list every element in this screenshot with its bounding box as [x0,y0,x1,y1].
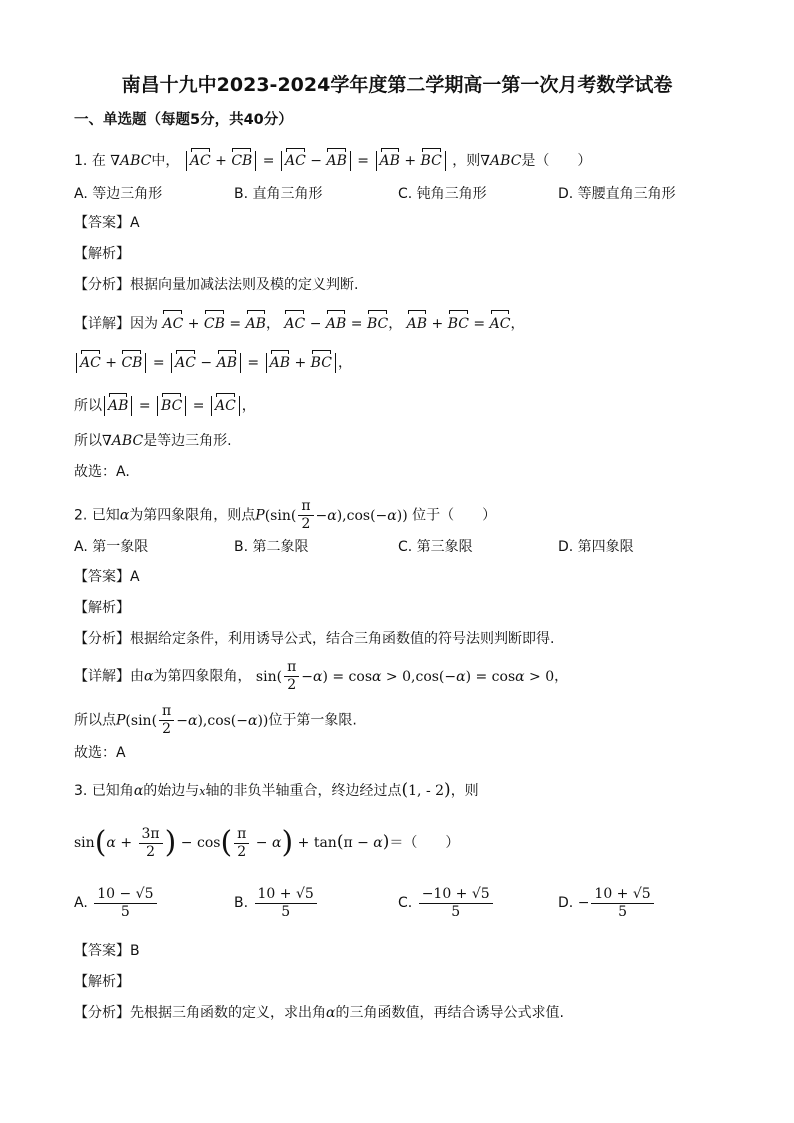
q1-option-c: C. 钝角三角形 [398,186,487,202]
q3-option-b-den: 5 [281,903,291,920]
q3-option-d [558,885,656,921]
sep-2: ， [388,316,403,332]
q1-answer-line [74,212,140,234]
q1-equation-line: AC + CB = AC − AB = AB + BC ， [74,352,352,374]
q3-fenxi-tail: 的三角函数值，再结合诱导公式求值. [335,1005,564,1021]
q3-option-c-num: −10 + √5 [419,886,493,904]
question-2: 2. 已知α为第四象限角，则点P(sin( $\frac{\pi}{2}$ −α),cos(−α)) 位于（ ） [74,498,497,532]
q2-conclusion-tail: 位于第一象限. [268,712,357,729]
q3-option-a-num: 10 − √5 [94,886,156,904]
q1-pre: 在 [91,153,106,169]
q1-fenxi-line [74,274,358,296]
q3-option-a-den: 5 [120,903,130,920]
answer-label-2: 【答案】 [74,569,130,585]
q1-detail-line: 【详解】因为 AC + CB = AB， AC − AB = BC， AB + BC = AC， [74,313,524,335]
q3-expression: sin(α + $\frac{3\pi}{2}$ ) − cos( $\frac{\pi}{2}$ − α) + tan(π − α)＝（ ） [74,825,460,860]
q2-analysis-label: 【解析】 [74,600,130,616]
q1-conclusion-line: 所以∇ABC是等边三角形. [74,433,232,449]
q1-mid: 中， [151,153,180,169]
q2-conclusion-pre: 所以点 [74,712,116,729]
q1-option-a: A. 等边三角形 [74,186,163,202]
triangle-symbol: ∇ [110,153,121,169]
q1-conclusion-pre: 所以 [74,433,102,449]
fenxi-label: 【分析】 [74,277,130,293]
q2-detail-tail: ， [554,668,569,685]
q3-option-b [234,885,319,921]
q3-eq-tail: ＝（ ） [389,835,460,851]
q1-triangle-3: ABC [111,433,144,449]
sep-4: ， [337,355,352,371]
q3-point: 1, - 2 [408,783,445,799]
q1-fenxi: 根据向量加减法法则及模的定义判断. [130,277,359,293]
q1-triangle-2: ABC [490,153,522,169]
q3-option-c [398,885,495,921]
answer-label-3: 【答案】 [74,943,130,959]
detail-label: 【详解】 [74,316,130,332]
q2-fenxi-line [74,628,554,650]
q3-mid2: 轴的非负半轴重合，终边经过点 [205,783,402,799]
q2-pre: 已知 [91,507,120,524]
q1-number: 1. [74,153,88,169]
q1-option-b: B. 直角三角形 [234,186,323,202]
q3-option-d-sign: − [577,895,590,911]
q1-answer: A [130,215,140,231]
q3-analysis-label: 【解析】 [74,974,130,990]
q1-analysis-label: 【解析】 [74,246,130,262]
q2-mid: 为第四象限角，则点 [129,507,256,524]
q3-option-b-num: 10 + √5 [255,886,317,904]
q1-detail-pre: 因为 [130,316,158,332]
q2-conclusion-line: 所以点P(sin( $\frac{\pi}{2}$ −α),cos(−α))位于第一象限. [74,703,357,737]
q3-option-a [74,885,159,921]
answer-label: 【答案】 [74,215,130,231]
q2-fenxi: 根据给定条件，利用诱导公式，结合三角函数值的符号法则判断即得. [130,631,555,647]
q2-tail: 位于（ ） [412,507,497,524]
q3-fenxi-line: 【分析】先根据三角函数的定义，求出角α的三角函数值，再结合诱导公式求值. [74,1005,564,1021]
q3-mid1: 的始边与 [143,783,200,799]
detail-label-2: 【详解】 [74,668,130,685]
q2-option-d: D. 第四象限 [558,539,634,555]
q1-choose: 故选：A. [74,464,130,480]
q1-triangle: ABC [120,153,152,169]
q1-conclusion-tail: 是等边三角形. [143,433,232,449]
q3-option-d-den: 5 [618,903,628,920]
q3-option-a-letter: A. [74,895,88,911]
q1-suoyi: 所以 [74,398,102,414]
q1-suoyi-line: 所以 AB = BC = AC ， [74,398,256,414]
q3-option-b-letter: B. [234,895,249,911]
q3-answer: B [130,943,140,959]
q2-option-a: A. 第一象限 [74,539,149,555]
q2-number: 2. [74,507,88,524]
q1-tail: 是（ ） [521,153,592,169]
q3-option-d-num: 10 + √5 [591,886,653,904]
q2-point: P [255,507,265,524]
section-heading: 一、单选题（每题5分，共40分） [74,112,293,128]
q1-option-d: D. 等腰直角三角形 [558,186,676,202]
sep-5: ， [241,398,256,414]
q2-detail-line: 【详解】由α为第四象限角， sin( $\frac{\pi}{2}$ −α) = cosα > 0,cos(−α) = cosα > 0， [74,659,569,693]
page-title: 南昌十九中2023-2024学年度第二学期高一第一次月考数学试卷 [121,74,673,96]
q2-answer: A [130,569,140,585]
q2-detail-pre: 由 [130,668,144,685]
sep-1: ， [265,316,280,332]
q2-option-c: C. 第三象限 [398,539,473,555]
fenxi-label-2: 【分析】 [74,631,130,647]
q2-option-b: B. 第二象限 [234,539,309,555]
q2-detail-mid: 为第四象限角， [153,668,252,685]
sep-3: ， [510,316,525,332]
question-1: 1. 在 ∇ABC中， AC + CB = AC − AB = AB + BC ，则∇ABC是（ ） [74,153,592,169]
q3-tail: ，则 [450,783,479,799]
q2-answer-line [74,566,140,588]
q3-answer-line [74,940,140,962]
question-3: 3. 已知角α的始边与x轴的非负半轴重合，终边经过点(1, - 2)，则 [74,780,479,800]
fenxi-label-3: 【分析】 [74,1005,130,1021]
q3-option-d-letter: D. [558,895,574,911]
q3-number: 3. [74,783,88,799]
q1-then: ，则 [452,153,481,169]
q3-option-c-den: 5 [451,903,461,920]
q2-choose: 故选：A [74,745,126,761]
q3-option-c-letter: C. [398,895,413,911]
q3-fenxi: 先根据三角函数的定义，求出角 [130,1005,326,1021]
q1-condition: AC + CB = AC − AB = AB + BC [184,153,452,169]
q3-pre: 已知角 [91,783,134,799]
